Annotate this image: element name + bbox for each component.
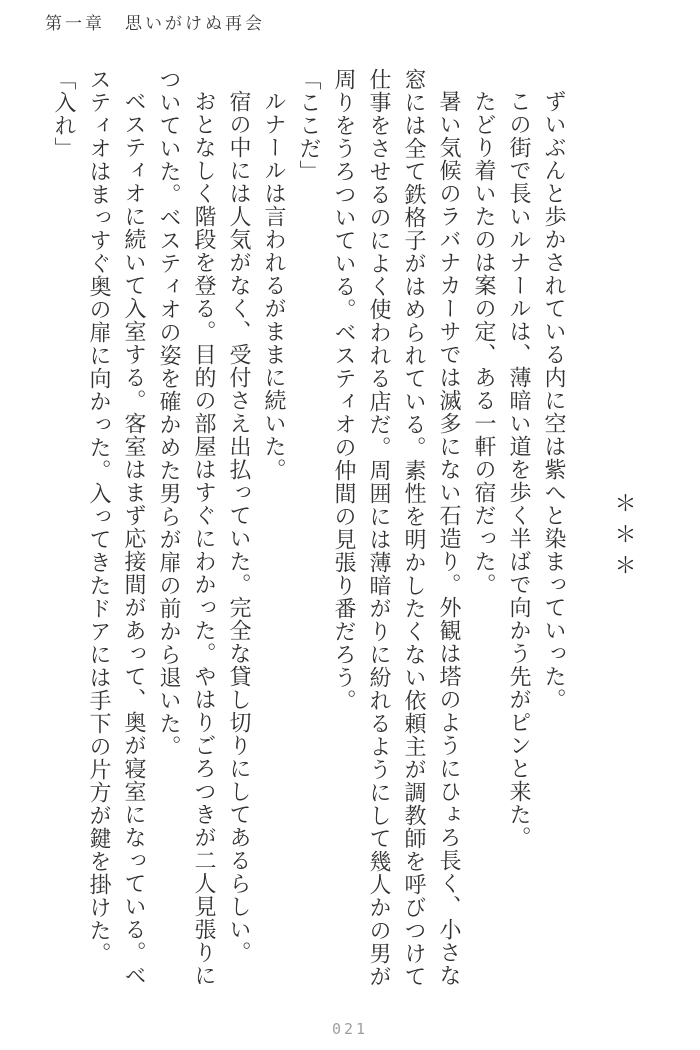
text-line: 暑い気候のラバナカーサでは滅多にない石造り。外観は塔のようにひょろ長く、小さな <box>437 90 462 987</box>
text-line: スティオはまっすぐ奥の扉に向かった。入ってきたドアには手下の片方が鍵を掛けた。 <box>87 68 112 965</box>
text-line: 仕事をさせるのによく使われる店だ。周囲には薄暗がりに紛れるようにして幾人かの男が <box>367 68 392 988</box>
text-line: ずいぶんと歩かされている内に空は紫へと染まっていった。 <box>542 90 567 711</box>
text-line: 窓には全て鉄格子がはめられている。素性を明かしたくない依頼主が調教師を呼びつけて <box>402 68 427 988</box>
text-line: 周りをうろついている。ベスティオの仲間の見張り番だろう。 <box>332 68 357 712</box>
page-number: 021 <box>331 1020 369 1038</box>
chapter-header: 第一章 思いがけぬ再会 <box>45 14 265 33</box>
text-line: ベスティオに続いて入室する。客室はまず応接間があって、奥が寝室になっている。ベ <box>122 90 147 987</box>
text-line: たどり着いたのは案の定、ある一軒の宿だった。 <box>472 90 497 596</box>
text-line: 「入れ」 <box>52 68 77 160</box>
text-line: ルナールは言われるがままに続いた。 <box>262 90 287 481</box>
text-area <box>47 68 642 1008</box>
text-line: 宿の中には人気がなく、受付さえ出払っていた。完全な貸し切りにしてあるらしい。 <box>227 90 252 964</box>
text-line: 「ここだ」 <box>297 68 322 183</box>
text-line: ついていた。ベスティオの姿を確かめた男らが扉の前から退いた。 <box>157 68 182 758</box>
text-line: この街で長いルナールは、薄暗い道を歩く半ばで向かう先がピンと来た。 <box>507 90 532 849</box>
scene-break-marker: ＊＊＊ <box>612 491 637 585</box>
text-line: おとなしく階段を登る。目的の部屋はすぐにわかった。やはりごろつきが二人見張りに <box>192 90 217 987</box>
